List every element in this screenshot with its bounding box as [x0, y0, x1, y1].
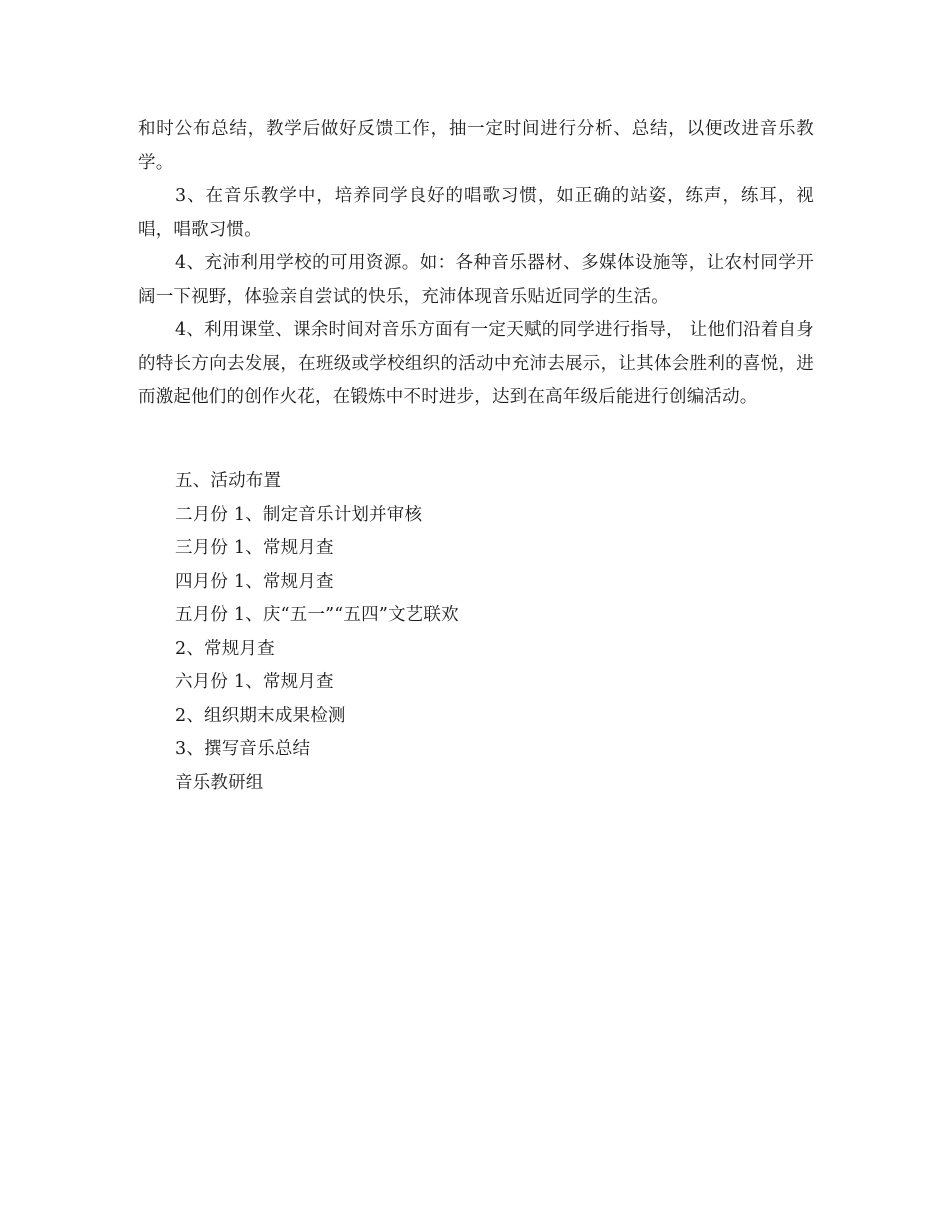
- paragraph-item-4-guidance: 4、利用课堂、课余时间对音乐方面有一定天赋的同学进行指导， 让他们沿着自身的特长方向去发展，在班级或学校组织的活动中充沛去展示，让其体会胜利的喜悦，进而激起他们的创作火花，在锻炼中不时进步，达到在高年级后能进行创编活动。: [138, 320, 814, 407]
- schedule-line: 2、常规月查: [175, 638, 275, 659]
- paragraph-item-3: 3、在音乐教学中，培养同学良好的唱歌习惯，如正确的站姿，练声，练耳，视唱，唱歌习惯。: [138, 186, 814, 240]
- schedule-line: 四月份 1、常规月查: [175, 571, 334, 592]
- section-heading: 五、活动布置: [175, 471, 282, 491]
- schedule-line: 五月份 1、庆“五一”“五四”文艺联欢: [175, 605, 459, 625]
- schedule-line: 二月份 1、制定音乐计划并审核: [175, 504, 423, 525]
- paragraph-item-4-resources: 4、充沛利用学校的可用资源。如：各种音乐器材、多媒体设施等，让农村同学开阔一下视野，体验亲自尝试的快乐，充沛体现音乐贴近同学的生活。: [138, 253, 814, 307]
- schedule-line: 2、组织期末成果检测: [175, 705, 346, 726]
- paragraph-continuation: 和时公布总结，教学后做好反馈工作，抽一定时间进行分析、总结，以便改进音乐教学。: [138, 119, 814, 173]
- schedule-line: 六月份 1、常规月查: [175, 672, 334, 692]
- schedule-line: 三月份 1、常规月查: [175, 538, 334, 558]
- signature: 音乐教研组: [175, 772, 264, 793]
- schedule-line: 3、撰写音乐总结: [175, 739, 311, 759]
- activity-schedule: [175, 465, 459, 800]
- body-text: [138, 113, 814, 415]
